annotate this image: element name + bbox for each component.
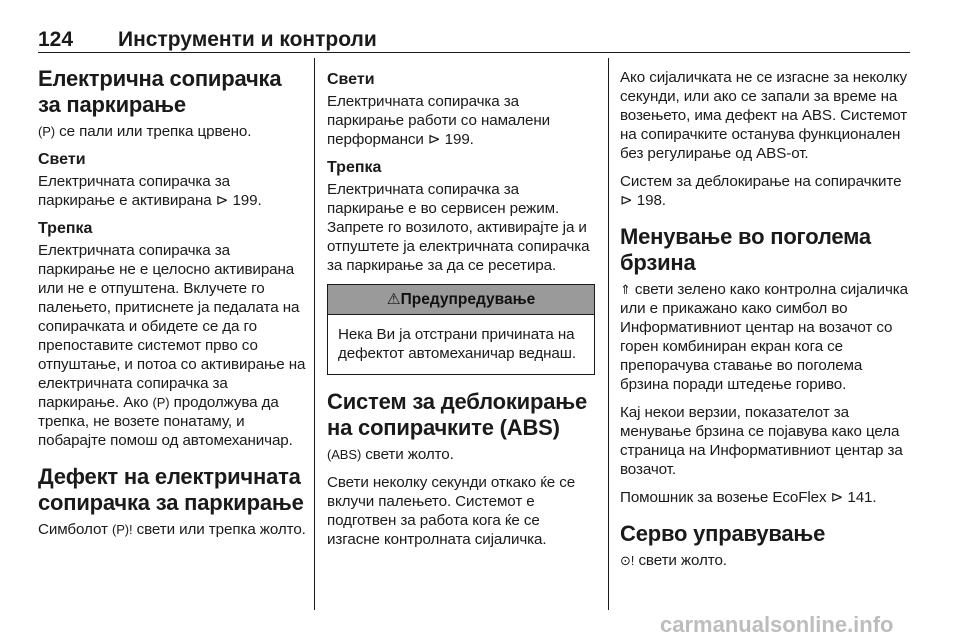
paragraph: Свети неколку секунди откако ќе се вклучи палењето. Системот е подготвен за работа кога ќе се изгасне контролната сијаличка. [327,474,576,548]
text: продолжува да трепка, не возете понатаму, и побарајте помош од автомеханичар. [38,394,293,449]
parking-brake-icon: (P) [152,395,170,410]
warning-title: Предупредување [400,291,536,308]
paragraph: Електричната сопирачка за паркирање е во сервисен режим. Запрете го возилото, активирајте ја и отпуштете ја електричната сопирачка за паркирање за да се ресетира. [327,181,590,274]
parking-brake-icon: (P) [38,124,56,139]
page-header [38,22,910,53]
paragraph: Електричната сопирачка за паркирање работи со намалени перформанси ⊳ 199. [327,93,551,148]
heading-parking-fault: Дефект на електричната сопирачка за паркирање [38,464,304,515]
abs-icon: (ABS) [327,447,362,462]
warning-text: Нека Ви ја отстрани причината на дефектот автомеханичар веднаш. [338,326,576,362]
subheading-flash: Трепка [38,220,93,237]
text: свети или трепка жолто. [136,521,306,538]
subheading-lit: Свети [327,71,375,88]
text: Симболот [38,521,108,538]
upshift-icon: ⇑ [620,282,631,297]
heading-servo: Серво управување [620,521,826,546]
paragraph: Електричната сопирачка за паркирање е активирана ⊳ 199. [38,173,262,209]
subheading-lit: Свети [38,151,86,168]
paragraph: Ако сијаличката не се изгасне за неколку секунди, или ако се запали за време на возењето, има дефект на ABS. Системот на сопирачките останува функционален без регулирање од ABS-от. [620,69,908,162]
heading-upshift: Менување во поголема брзина [620,224,871,275]
parking-brake-fault-icon: (P)! [111,522,133,537]
warning-box [327,284,595,375]
column-divider [608,58,609,610]
heading-parking-brake: Електрична сопирачка за паркирање [38,66,282,117]
page-title: Инструменти и контроли [118,28,377,51]
paragraph [620,280,912,394]
text: свети жолто. [365,446,454,463]
text: свети зелено како контролна сијаличка или е прикажано како симбол во Информативниот центар на возачот со горен комбиниран екран кога се препорачува ставање во поголема брзина поради штедење гориво. [620,281,908,393]
column-middle [327,58,595,558]
paragraph [38,520,306,539]
servo-icon: ⊙! [620,553,635,568]
subheading-flash: Трепка [327,159,382,176]
warning-icon: ⚠ [386,291,401,308]
warning-body [328,315,594,374]
text: се пали или трепка црвено. [59,123,252,140]
paragraph [620,551,912,570]
heading-abs: Систем за деблокирање на сопирачките (ABS) [327,389,588,440]
paragraph [38,241,306,450]
warning-header [328,285,594,315]
column-divider [314,58,315,610]
paragraph [38,122,306,141]
column-left [38,58,306,548]
text: свети жолто. [638,552,727,569]
watermark: carmanualsonline.info [660,612,894,637]
page-number: 124 [38,28,74,51]
column-right [620,58,912,579]
text: Електричната сопирачка за паркирање не е целосно активирана или не е отпуштена. Вклучете го палењето, притиснете ја педалата на сопирачката и обидете се да го препоставите системот прво со отпуштање, и потоа со активирање на електричната сопирачка за паркирање. Ако [38,242,306,411]
paragraph: Систем за деблокирање на сопирачките ⊳ 198. [620,173,902,209]
paragraph: Помошник за возење EcoFlex ⊳ 141. [620,489,877,506]
paragraph [327,445,595,464]
paragraph: Кај некои верзии, показателот за менување брзина се појавува како цела страница на Информативниот центар за возачот. [620,404,903,478]
